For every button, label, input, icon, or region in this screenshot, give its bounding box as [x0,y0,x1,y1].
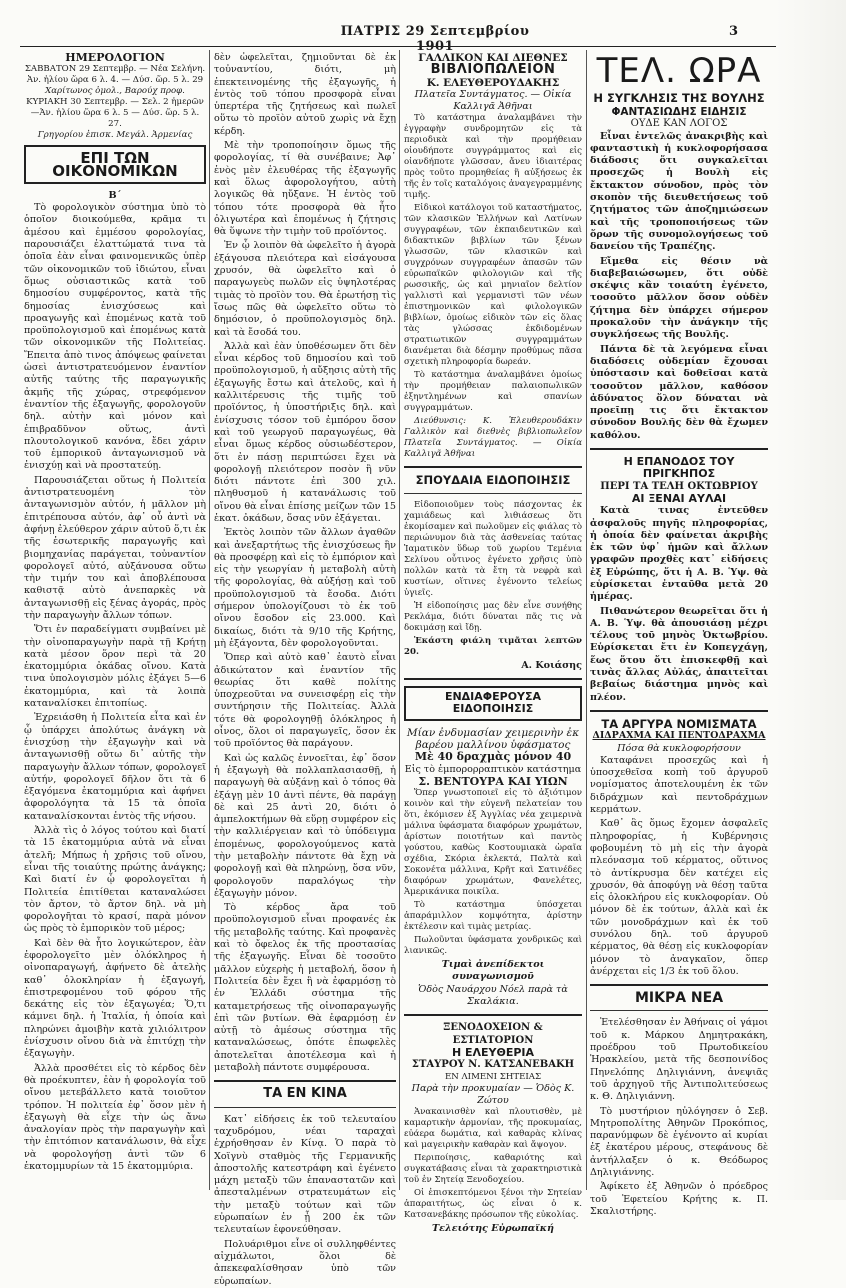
section-title: ΤΑ ΕΝ ΚΙΝΑ [263,1086,347,1102]
article-paragraph: Ἐχρειάσθη ἡ Πολιτεία εἶτα καὶ ἐν ᾧ ὑπάρχει ἀπολύτως ἀνάγκη νὰ ἐνισχύσῃ τὴν ἐξαγωγὴν καὶ νὰ ἀνταγωνισθῇ οὕτω δι᾽ αὐτῆς τὴν παραγωγὴν ἄλλων τόπων, φορολογεῖ αὐτήν, φορολογεῖ δῆλον ὅτι τὰ 6 ἐξαγόμενα ἑκατομμύρια καὶ ἀφήνει ἀφορολόγητα τὰ 15 τὰ ὁποῖα καταναλίσκονται ἐντὸς τῆς νήσου. [24,712,206,822]
article-paragraph: Ἀλλὰ προσθέτει εἰς τὸ κέρδος δὲν θὰ προέκυπτεν, ἐὰν ἡ φορολογία τοῦ οἴνου μετεβάλλετο κατὰ τοιοῦτον τρόπον. Ἡ πολιτεία ἐφ᾽ ὅσον μὲν ἡ ἐξαγωγὴ θὰ εἶχε τὴν ὡς ἄνω ἀναλογίαν πρὸς τὴν παραγωγὴν καὶ τὴν ἐπιτόπιον κατανάλωσιν, θὰ εἶχε νὰ φορολογήσῃ ἀντὶ τῶν 6 ἑκατομμυρίων τὰ 15 ἑκατομμύρια. [24,1062,206,1173]
column-2 [214,52,396,1287]
article-paragraph: Ὅπερ καὶ αὐτὸ καθ᾽ ἑαυτὸ εἶναι ἀδικώτατον καὶ ἐναντίον τῆς θεωρίας ὅτι καθὲ πολίτης ὑποχρεοῦται να συνεισφέρῃ εἰς τὴν συντήρησιν τῆς Πολιτείας. Ἀλλὰ τότε θὰ φορολογηθῇ ὁλόκληρος ἡ οἶνος, ὅλοι οἱ παραγωγεῖς, ὅσον ἐκ τοῦ προϊόντος θὰ παράγουν. [214,652,396,750]
calendar-line: —Ἀν. ἡλίου ὥρα 6 λ. 5 — Δύσ. ὥρ. 5 λ. 27. [30,108,200,130]
article-paragraph: Ἀλλὰ καὶ ἐὰν ὑποθέσωμεν ὅτι δὲν εἶναι κέρδος τοῦ δημοσίου καὶ τοῦ προϋπολογισμοῦ, ἡ αὔξησις αὐτὴ τῆς ἐξαγωγῆς ἔστω καὶ ἀτελοῦς, καὶ ἡ καλλιτέρευσις τῆς τιμῆς τοῦ προϊόντος, ἡ ὑποστήριξις δηλ. καὶ ἐνίσχυσις τόσον τοῦ ἐμπόρου ὅσον καὶ τοῦ γεωργοῦ παραγωγέως, θὰ εἶναι ὅμως κέρδος οὐσιωδέστερον, ὅτι ἐν πάσῃ περιπτώσει ἔχει νὰ φορολογῇ πλειότερον ποσὸν ἢ νῦν διότι πάντοτε ἐπὶ 300 χιλ. πληθυσμοῦ ἡ κατανάλωσις τοῦ οἴνου θὰ εἶναι ἐπίσης μείζων τῶν 15 ἑκατ. ὀκάδων, ὅσας νῦν ἐξάγεται. [214,340,396,524]
ad-paragraph: Ὅπερ γνωστοποιεῖ εἰς τὸ ἀξιότιμον κοινὸν καὶ τὴν εὐγενῆ πελατείαν του ὅτι, ἐκόμισεν ἐξ Ἀγγλίας νέα χειμερινὰ μάλινα ὑφάσματα διαφόρων χρωμάτων, ἀρίστων ποιοτήτων καὶ παντὸς γούστου, καθὼς Κοστουμιακὰ ὡραῖα σχέδια, Σκόρια ἐκλεκτά, Παλτὰ καὶ Σοκονέτα μάλλινα, Κρῆτ καὶ Σατινέδες διαφόρων χρωμάτων, Φανελέτες, Ἀμερικάνικα ποικίλα. [404,788,582,898]
article-paragraph: Κατὰ τινας ἐντεῦθεν ἀσφαλοῦς πηγῆς πληροφορίας, ἡ ὁποία δὲν φαίνεται ἀκριβὴς ἐκ τῶν ὑφ᾽ ἡμῶν καὶ ἄλλων γραφῶν προχθὲς κατ᾽ εἰδήσεις ἐξ Εὐρώπης, ὅτι ἡ Α. Β. Ὑψ. θὰ εὑρίσκεται ἐνταῦθα μετὰ 20 ἡμέρας. [590,505,768,603]
section-title: ΜΙΚΡΑ ΝΕΑ [634,990,724,1007]
calendar-line: ΚΥΡΙΑΚΗ 30 Σεπτεμβρ. — Σελ. 2 ἡμερῶν [26,97,204,108]
calendar-title: ΗΜΕΡΟΛΟΓΙΟΝ [65,51,165,64]
article-paragraph: Μὲ τὴν τροποποίησιν ὅμως τῆς φορολογίας, τί θὰ συνέβαινε; Ἀφ᾽ ἑνὸς μὲν ἐλευθέρας τῆς ἐξαγωγῆς καὶ ὅλως ἀφορολογήτου, αὐτὴ λογικῶς θὰ ηὔξανε. Ἡ ἐντὸς τοῦ τόπου τότε προσφορὰ θὰ ἦτο ὀλιγωτέρα καὶ ἑπομένως ἡ ζήτησις θὰ ὕψωνε τὴν τιμὴν τοῦ προϊόντος. [214,140,396,238]
ad-signature: Α. Κοιάσης [521,659,582,671]
section-divider [590,710,768,712]
ad-paragraph: Τὸ κατάστημα ἀναλαμβάνει τὴν ἐγγραφὴν συνδρομητῶν εἰς τὰ περιοδικὰ καὶ τὴν προμήθειαν οἱουδήποτε συγγράμματος καὶ εἰς οἱανδήποτε γλῶσσαν, ἄνευ ἰδιαιτέρας πρὸς τοῦτο προμηθείας ἢ αὐξήσεως ἐκ τῆς ἐν τοῖς καταλόγοις ἀναγεγραμμένης τιμῆς. [404,113,582,201]
calendar-line: Χαρίτωνος ὁμολ., Βαρούχ προφ. [45,86,185,97]
ad-firm: Σ. ΒΕΝΤΟΥΡΑ ΚΑΙ ΥΙΩΝ [418,774,568,788]
section-subtitle: ΑΙ ΞΕΝΑΙ ΑΥΛΑΙ [631,491,727,505]
column-rule [586,50,587,1190]
ad-paragraph: Οἱ ἐπισκεπτόμενοι ξένοι τὴν Σητείαν ἀπαραιτήτως, ὡς εἶναι ὁ κ. Κατσανεβάκης πρόσωπον τῆς εὐκολίας. [404,1188,582,1221]
article-paragraph: δὲν ὠφελεῖται, ζημιοῦνται δὲ ἐκ τοὐναντίου, διότι, μὴ ἐπεκτεινομένης τῆς ἐξαγωγῆς, ἡ ἐντὸς τοῦ τόπου προσφορὰ εἶναι ὑπερτέρα τῆς ζητήσεως καὶ πωλεῖ οὕτω τὸ προϊὸν αὐτοῦ χωρὶς νὰ ἔχῃ κέρδη. [214,52,396,137]
section-divider [214,1107,396,1108]
calendar-line: ΣΑΒΒΑΤΟΝ 29 Σεπτεμβρ. — Νέα Σελήνη. [24,64,206,75]
banner-title: ΤΕΛ. ΩΡΑ [596,51,762,91]
ad-paragraph: Ἡ εἰδοποίησις μας δὲν εἶνε συνήθης Ρεκλάμα, διότι δύναται πᾶς τις νὰ δοκιμάσῃ καὶ ἴδῃ. [404,600,582,633]
scan-margin [776,0,846,1200]
article-paragraph: Καὶ ὡς καλῶς ἐννοεῖται, ἐφ᾽ ὅσον ἡ ἐξαγωγὴ θὰ πολλαπλασιασθῇ, ἡ παραγωγὴ θὰ αὐξάνῃ καὶ ὁ τόπος θὰ ἐξάγῃ μὲν 10 ἀντὶ πέντε, θὰ παράγῃ δὲ καὶ 25 ἀντὶ 20, διότι ὁ ἀμπελοκτήμων θὰ εὕρῃ συμφέρον εἰς τὴν καλλιέργειαν καὶ τὸ ὑπόδειγμα ἑπομένως, φορολογούμενος κατὰ τὴν μεταβολὴν πάντοτε θὰ ἔχῃ νὰ φορολογῇ καὶ θὰ πληρώνῃ, ὅσα νῦν, φορολογοῦν παραλόγως τὴν ἐξαγωγὴν μόνον. [214,752,396,899]
ad-place: ΕΝ ΛΙΜΕΝΙ ΣΗΤΕΙΑΣ [444,1071,542,1082]
ad-paragraph: Τὸ κατάστημα ὑπόσχεται ἀπαράμιλλον κομψότητα, ἀρίστην ἐκτέλεσιν καὶ τιμὰς μετρίας. [404,900,582,933]
article-paragraph: Τὸ μυστήριον ηὐλόγησεν ὁ Σεβ. Μητροπολίτης Ἀθηνῶν Προκόπιος, παρανύμφων δὲ ἐγένοντο αἱ κυρίαι ἐξ ἑκατέρου μέρους, στεφάνους δὲ ἀντήλλαξεν ὁ κ. Θεόδωρος Δηλιγιάννης. [590,1105,768,1179]
ad-paragraph: Εἰδοποιοῦμεν τοὺς πάσχοντας ἐκ χαμιάδεως καὶ λιθιάσεως ὅτι ἐκομίσαμεν καὶ πωλοῦμεν εἰς φιάλας τὸ περιώνυμον διὰ τὰς ἀσθενείας ταύτας Ἰαματικὸν ὕδωρ τοῦ χωρίου Τεμένια Σελίνου οὗτινος ἐγένετο χρῆσις ὑπὸ πολλῶν κατὰ τὰ ἔτη τὰ νεφρὰ καὶ κυστίων, οἵτινες ἐγένοντο τελείως ὑγιεῖς. [404,499,582,598]
article-paragraph: Εἶναι ἐντελῶς ἀνακριβὴς καὶ φανταστικὴ ἡ κυκλοφορήσασα διάδοσις ὅτι συγκαλεῖται προσεχῶς ἡ Βουλὴ εἰς ἔκτακτον σύνοδον, πρὸς τὸν σκοπὸν τῆς διευθετήσεως τοῦ ζητήματος τῶν ἀποζημιώσεων καὶ τῆς τροποποιήσεως τῶν ὅρων τῆς συνομολογήσεως τοῦ δανείου τῆς Τραπέζης. [590,130,768,253]
ad-address: Πλατεῖα Συντάγματος. — Οἰκία Καλλιγᾶ Ἀθῆναι [414,88,572,113]
section-divider [590,1010,768,1011]
ad-subtitle: Εἰς τὸ ἐμπορορραπτικὸν κατάστημα [404,763,582,775]
ad-paragraph: Ἀνακαινισθὲν καὶ πλουτισθὲν, μὲ καμαρτικὴν ἀρμονίαν, τῆς προκυμαίας, εὐάερα δωμάτια, καὶ καθαρὰς κλίνας καὶ μαγειρικὴν καθαρὰν καὶ ἄψογον. [404,1107,582,1151]
ad-title: ΕΝΔΙΑΦΕΡΟΥΣΑ ΕΙΔΟΠΟΙΗΣΙΣ [404,686,582,721]
section-divider [404,678,582,680]
article-paragraph: Ἐτελέσθησαν ἐν Ἀθήναις οἱ γάμοι τοῦ κ. Μάρκου Δημητρακάκη, προέδρου τοῦ Πρωτοδικείου Ἡρακλείου, μετὰ τῆς δεσποινίδος Πηνελόπης Δηλιγιάννη, ἀνεψιᾶς τοῦ ἀρχηγοῦ τῆς Ἀντιπολιτεύσεως κ. Θ. Δηλιγιάννη. [590,1017,768,1103]
section-subtitle: ΔΙΔΡΑΧΜΑ ΚΑΙ ΠΕΝΤΟΔΡΑΧΜΑ [592,730,766,742]
article-paragraph: Παρουσιάζεται οὕτως ἡ Πολιτεία ἀντιστρατευομένη τὸν ἀνταγωνισμὸν αὐτόν, ἡ μᾶλλον μὴ ἐπιτρέπουσα αὐτόν, ἀφ᾽ οὗ ἀντὶ νὰ ἀφήνῃ ἐλεύθερον χάριν αὐτοῦ ὅ,τι ἐκ τῆς ἐσωτερικῆς παραγωγῆς καὶ βιομηχανίας παράγεται, τοὐναντίον φορολογεῖ αὐτό, αὐξάνουσα οὕτω τὴν τιμήν του καὶ ἀποβλέπουσα καθιστᾷ αὐτὸ ἀνεπαρκὲς νὰ ἀνταγωνισθῇ εἰς ξένας ἀγοράς, πρὸς τὴν παραγωγὴν ἄλλων τόπων. [24,474,206,621]
article-paragraph: Καὶ δὲν θὰ ἦτο λογικώτερον, ἐὰν ἐφορολογεῖτο μὲν ὁλόκληρος ἡ οἰνοπαραγωγή, ἀφήνετο δὲ ἀτελὴς καθ᾽ ὁλοκληρίαν ἡ ἐξαγωγή, ἐπιστρεφομένου τοῦ φόρου τῆς δεκάτης εἰς τὸν ἐξαγωγέα; Ὅ,τι κάμνει δηλ. ἡ Ἰταλία, ἡ ὁποία καὶ πληρώνει ἀμοιβὴν κατὰ χιλιόλιτρον ἐνίσχυσιν οἴνου διὰ νὰ ἐπιτύχῃ τὴν ἐξαγωγὴν. [24,937,206,1060]
ad-name: Η ΕΛΕΥΘΕΡΙΑ [451,1045,535,1059]
section-title: ΤΑ ΑΡΓΥΡΑ ΝΟΜΙΣΜΑΤΑ [601,716,757,731]
banner-subtitle: Η ΣΥΓΚΛΗΣΙΣ ΤΗΣ ΒΟΥΛΗΣ [593,91,765,105]
ad-subtitle: Μίαν ἐνδυμασίαν χειμερινὴν ἐκ βαρέου μαλλίνου ὑφάσματος [406,726,580,751]
article-paragraph: Τὸ φορολογικὸν σύστημα ὑπὸ τὸ ὁποῖον διοικούμεθα, κρᾶμα τι ἀμέσου καὶ ἐμμέσου φορολογίας, παρουσιάζει ἐλαττώματά τινα τὰ ὁποῖα ἐὰν εἶναι φαινομενικῶς ὑπὲρ τῶν οἰκονομικῶν τοῦ ἰδιώτου, εἶναι ὅμως οὐσιαστικῶς κατὰ τοῦ δημοσίου συμφέροντος, κατὰ τῆς δημοσίας ἐνισχύσεως καὶ προαγωγῆς καὶ ἑπομένως κατὰ τοῦ προϋπολογισμοῦ καὶ ἑπομένως κατὰ τῶν οἰκονομικῶν τῆς Πολιτείας. Ἔπειτα ἀπὸ τινος ἀπόψεως φαίνεται ὡσεὶ ἀντιστρατευόμενον ἐναντίον αὐτῆς ταύτης τῆς παραγωγικῆς ἀκμῆς τῆς χώρας, στρεφόμενον ἐναντίον τῆς ἐξαγωγῆς, φορολογοῦν δηλ. αὐτὴν καὶ μόνον καὶ ἐπιβραδῦνον οὕτως, ἀντὶ πλουτολογικοῦ κανόνα, ἔδει χάριν τοῦ ἐμπορικοῦ ἀνταγωνισμοῦ νὰ ἐνισχύῃ καὶ νὰ προστατεύῃ. [24,202,206,472]
page-number: 3 [728,24,738,39]
section-divider [590,984,768,986]
masthead-date-line: ΠΑΤΡΙΣ 29 Σεπτεμβρίου 1901 [340,24,530,54]
ad-owner: ΣΤΑΥΡΟΥ Ν. ΚΑΤΣΑΝΕΒΑΚΗ [411,1059,575,1071]
section-subtitle: Πόσα θὰ κυκλοφορήσουν [617,742,741,754]
column-rule [209,50,210,1190]
ad-address: Παρὰ τὴν προκυμαίαν — Ὁδὸς Κ. Ζώτου [411,1082,575,1106]
ad-signature: Τελειότης Εὐρωπαϊκή [432,1223,554,1235]
article-paragraph: Ἀφίκετο ἐξ Ἀθηνῶν ὁ πρόεδρος τοῦ Ἐφετείου Κρήτης κ. Π. Σκαλιστήρης. [590,1181,768,1217]
section-subtitle: ΠΕΡΙ ΤΑ ΤΕΛΗ ΟΚΤΩΒΡΙΟΥ [600,480,758,492]
banner-subtitle: ΟΥΔΕ ΚΑΝ ΛΟΓΟΣ [630,118,728,130]
ad-title: ΞΕΝΟΔΟΧΕΙΟΝ & ΕΣΤΙΑΤΟΡΙΟΝ [443,1022,543,1046]
ad-paragraph: Πωλοῦνται ὑφάσματα χονδρικῶς καὶ λιανικῶς. [404,935,582,957]
article-paragraph: Καταφάνει προσεχῶς καὶ ἡ ὑποσχεθεῖσα κοπὴ τοῦ ἀργυροῦ νομίσματος ἀποτελουμένη ἐκ τῶν διδράχμων καὶ πεντοδράχμων κερμάτων. [590,754,768,816]
calendar-line: Ἀν. ἡλίου ὥρα 6 λ. 4. — Δύσ. ὥρ. 5 λ. 29 [26,75,204,86]
ad-paragraph: Διεύθυνσις: Κ. Ἐλευθερουδάκιν Γαλλικὸν καὶ διεθνὲς βιβλιοπωλεῖον Πλατεῖα Συντάγματος. — Οἰκία Καλλιγᾶ Ἀθῆναι [404,416,582,460]
section-divider [214,1080,396,1082]
section-divider [404,1014,582,1016]
ad-paragraph: Εἰδικοὶ κατάλογοι τοῦ καταστήματος, τῶν κλασικῶν Ἑλλήνων καὶ Λατίνων συγγραφέων, τῶν ἐκπαιδευτικῶν καὶ διδακτικῶν βιβλίων τῶν ξένων γλωσσῶν, τῶν κλασικῶν καὶ συγχρόνων συγγραφέων ἁπασῶν τῶν εὐρωπαϊκῶν φιλολογιῶν καὶ τῆς ρωσσικῆς, ὡς καὶ μηνιαῖον δελτίον γαλλιστὶ καὶ γερμανιστὶ τῶν νέων ἐπιστημονικῶν καὶ φιλολογικῶν βιβλίων, ὁμοίως εἰδικὸν τῶν εἰς ὅλας τὰς γλώσσας ἐκδιδομένων στρατιωτικῶν συγγραμμάτων διανέμεται διὰ δέσμην προθύμως πᾶσα σχετικὴ πληροφορία δωρεάν. [404,203,582,368]
ad-paragraph: Ἑκάστη φιάλη τιμᾶται λεπτῶν 20. [404,635,582,657]
ad-owner: Κ. ΕΛΕΥΘΕΡΟΥΔΑΚΗΣ [426,76,560,89]
column-1 [24,52,206,1192]
ad-title: ΓΑΛΛΙΚΟΝ ΚΑΙ ΔΙΕΘΝΕΣ [418,52,568,64]
section-divider [590,448,768,450]
section-divider [404,493,582,494]
calendar-line: Γρηγορίου ἐπισκ. Μεγάλ. Ἀρμενίας [37,130,193,141]
article-paragraph: Κατ᾽ εἰδήσεις ἐκ τοῦ τελευταίου ταχυδρόμου, νέαι ταραχαὶ ἐχρήσθησαν ἐν Κίνᾳ. Ὁ παρὰ τὸ Χοϊγνὺ σταθμὸς τῆς Γερμανικῆς ἀποστολῆς κατεστράφη καὶ ἐγένετο μάχη μεταξὺ τῶν ἐπαναστατῶν καὶ ἀπεσταλμένων στρατευμάτων εἰς τὴν μεταξὺ τούτων καὶ τῶν εὐρωπαίων ἐν ᾗ 200 ἐκ τῶν τελευταίων ἐφονεύθησαν. [214,1113,396,1236]
ad-slogan: Τιμαὶ ἀνεπίδεκτοι συναγωνισμοῦ [441,959,545,983]
article-headline: ΕΠΙ ΤΩΝ ΟΙΚΟΝΟΜΙΚΩΝ [24,145,206,184]
page-header [0,24,846,54]
header-rule [20,46,780,47]
column-4 [590,51,768,1217]
section-divider [404,466,582,468]
ad-paragraph: Τὸ κατάστημα ἀναλαμβάνει ὁμοίως τὴν προμήθειαν παλαιοπωλικῶν ἐξηντλημένων καὶ σπανίων συγγραμμάτων. [404,370,582,414]
article-paragraph: Εἴμεθα εἰς θέσιν νὰ διαβεβαιώσωμεν, ὅτι οὐδὲ σκέψις κἂν τοιαύτη ἐγένετο, τοσοῦτο μᾶλλον ὅσον οὐδὲν ζήτημα δὲν ὑπάρχει σήμερον προκαλοῦν τὴν ἀνάγκην τῆς συγκλήσεως τῆς Βουλῆς. [590,255,768,341]
column-3 [404,52,582,1235]
article-paragraph: Πάντα δὲ τὰ λεγόμενα εἶναι διαδόσεις οὐδεμίαν ἔχουσαι ὑπόστασιν καὶ δοθεῖσαι κατὰ τοσοῦτον μᾶλλον, καθόσον ἀδύνατος ὅλον δύναται νὰ προεῖπῃ τις ὅτι ἔκτακτον σύνοδον Βουλῆς δὲν θὰ ἔχωμεν καθόλου. [590,343,768,441]
ad-paragraph: Περιποίησις, καθαριότης καὶ συγκατάβασις εἶναι τὰ χαρακτηριστικὰ τοῦ ἐν Σητείᾳ Ξενοδοχείου. [404,1153,582,1186]
article-paragraph: Τὸ κέρδος ἄρα τοῦ προϋπολογισμοῦ εἶναι προφανές ἐκ τῆς μεταβολῆς ταύτης. Καὶ προφανὲς καὶ τὸ ὄφελος ἐκ τῆς προστασίας τῆς ἐξαγωγῆς. Εἶναι δὲ τοσοῦτο μᾶλλον εὐχερὴς ἡ μεταβολή, ὅσον ἡ Πολιτεία δὲν ἔχει ἢ νὰ ἐφαρμόσῃ τὸ ἐν Ἑλλάδι σύστημα τῆς καταμετρήσεως τῆς οἰνοπαραγωγῆς ἐπὶ τῶν βυτίων. Θὰ ἐφαρμόσῃ ἐν αὐτῇ τὸ ἀμέσως σύστημα τῆς καταναλώσεως, ὁπότε ἐπωφελὲς ἀποτελεῖται ἀποτέλεσμα καὶ ἡ μεταβολὴ πάντοτε συμφέρουσα. [214,902,396,1074]
section-title: Η ΕΠΑΝΟΔΟΣ ΤΟΥ ΠΡΙΓΚΗΠΟΣ [623,455,735,481]
article-subhead: Β΄ [108,189,122,201]
ad-address: Ὁδὸς Ναυάρχου Νόελ παρὰ τὰ Σκαλάκια. [418,983,568,1008]
article-paragraph: Ὅτι ἐν παραδείγματι συμβαίνει μὲ τὴν οἰνοπαραγωγὴν παρὰ τῇ Κρήτῃ κατὰ μέσον ὅρον περὶ τὰ 20 ἑκατομμύρια ὀκάδας οἴνου. Κατὰ τινα ὑπολογισμὸν μόλις ἐξάγει 5—6 ἑκατομμύρια, καὶ τὰ λοιπὰ καταναλίσκει ἐπιτοπίως. [24,624,206,710]
column-rule [399,50,400,1190]
banner-subtitle: ΦΑΝΤΑΣΙΩΔΗΣ ΕΙΔΗΣΙΣ [611,106,747,118]
article-paragraph: Ἐν ᾧ λοιπὸν θὰ ὠφελεῖτο ἡ ἀγορὰ ἐξάγουσα πλειότερα καὶ εἰσάγουσα χρυσόν, θὰ ὠφελεῖτο καὶ ὁ παραγωγεὺς πωλῶν εἰς ὑψηλοτέρας τιμὰς τὸ προϊὸν του. Θὰ ἐρωτήσῃ τὶς ἴσως πῶς θὰ ὠφελεῖτο οὕτω τὸ δημόσιον, ὁ προϋπολογισμὸς δηλ. καὶ τὰ ἔσοδά του. [214,240,396,338]
article-paragraph: Ἐκτὸς λοιπὸν τῶν ἄλλων ἀγαθῶν καὶ ἀνεξαρτήτως τῆς ἐνισχύσεως ἣν θὰ προσφέρῃ καὶ εἰς τὸ ἐμπόριον καὶ εἰς τὴν γεωργίαν ἡ μεταβολὴ αὐτὴ τῆς φορολογίας, θὰ αὐξήσῃ καὶ τοῦ προϋπολογισμοῦ τὰ ἔσοδα. Διότι σήμερον ὑπολογίζουσι τὸ ἐκ τοῦ οἴνου ἔσοδον εἰς 23.000. Καὶ δικαίως, διότι τὰ 9/10 τῆς Κρήτης, μὴ ἐξάγοντα, δὲν φορολογοῦνται. [214,527,396,649]
article-paragraph: Πιθανώτερον θεωρεῖται ὅτι ἡ Α. Β. Ὑψ. θὰ ἀπουσιάσῃ μέχρι τέλους τοῦ μηνὸς Ὀκτωβρίου. Εὑρίσκεται ἔτι ἐν Κοπεγχάγῃ, ἕως ὅτου ὅτι ἐπισκεφθῇ καὶ τινὰς ἄλλας Αὐλάς, ἀπαιτεῖται βεβαίως διάστημα μηνὸς καὶ πλέον. [590,605,768,703]
article-paragraph: Πολυάριθμοι εἶνε οἱ συλληφθέντες αἰχμάλωτοι, ὅλοι δὲ ἀπεκεφαλίσθησαν ὑπὸ τῶν εὐρωπαίων. [214,1238,396,1287]
ad-title: ΣΠΟΥΔΑΙΑ ΕΙΔΟΠΟΙΗΣΙΣ [415,473,571,488]
article-paragraph: Ἀλλὰ τὶς ὁ λόγος τούτου καὶ διατί τὰ 15 ἑκατομμύρια αὐτὰ νὰ εἶναι ἀτελῆ; Μήπως ἡ χρῆσις τοῦ οἴνου, εἶναι τῆς τοιαύτης πρώτης ἀνάγκης; Καὶ διατί ἐν ᾧ φορολογεῖται ἡ Πολιτεία ἐπιτίθεται καταναλώσει τὸν ἄρτον, τὸ ἄρτον δηλ. νὰ μὴ φορολογῆται τὸ κρασί, παρὰ μόνον ὡς πρὸς τὸ ἐμπορικὸν τοῦ μέρος; [24,825,206,935]
ad-price: Μὲ 40 δραχμὰς μόνον 40 [414,750,572,764]
ad-title: ΒΙΒΛΙΟΠΩΛΕΙΟΝ [430,62,556,78]
article-paragraph: Καθ᾽ ἃς ὅμως ἔχομεν ἀσφαλεῖς πληροφορίας, ἡ Κυβέρνησις φοβουμένη τὸ μὴ εἰς τὴν ἀγορὰ πλεόνασμα τοῦ κέρματος, οὕτινος τὸ ἀντίκρυσμα δὲν κατέχει εἰς χρυσόν, θὰ ἀποφύγῃ νὰ θέσῃ ταῦτα εἰς ὁλοκλήρου εἰς κυκλοφορίαν. Οὐ μόνον δὲ ἐκ τούτων, ἀλλὰ καὶ ἐκ τῶν μονοδράχμων καὶ ἐκ τοῦ συνόλου δηλ. τοῦ ἀργυροῦ κέρματος, θὰ θέσῃ εἰς κυκλοφορίαν μόνον τὸ ἀναγκαῖον, ὅπερ ἀνέρχεται εἰς 1/3 ἐκ τοῦ ὅλου. [590,818,768,977]
